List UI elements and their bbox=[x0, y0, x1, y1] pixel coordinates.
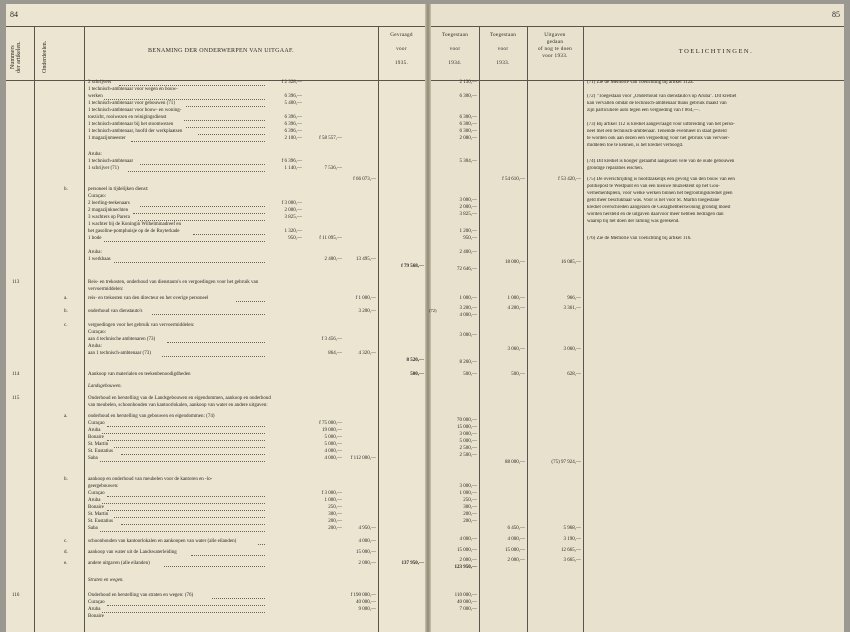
left-page-number: 84 bbox=[10, 10, 18, 19]
amount-col-a: 6 396,— bbox=[284, 122, 302, 127]
leader-dots bbox=[193, 234, 265, 235]
explanation-line: (74) Dit krediet is hooger geraamd aangezien vele van de oude gebouwen bbox=[587, 159, 735, 164]
explanation-line: (73) Bij artikel 112 is krediet aangevraagd voor uitbreiding van het perso- bbox=[587, 122, 735, 127]
amount-col-b: 7 536,— bbox=[324, 166, 342, 171]
right-page bbox=[431, 4, 844, 632]
amount-allowed-1934: 4 000,— bbox=[459, 537, 477, 542]
amount-col-c: 4 320,— bbox=[358, 351, 376, 356]
amount-allowed-1934: 8 260,— bbox=[459, 360, 477, 365]
left-page bbox=[6, 4, 425, 632]
amount-expenditure-1933: f 53 420,— bbox=[558, 177, 581, 182]
amount-col-b: 4 000,— bbox=[324, 449, 342, 454]
header-requested-1935: Gevraagd voor 1935. bbox=[390, 32, 413, 66]
leader-dots bbox=[107, 426, 265, 427]
header-expenditure-1933: Uitgaven gedaan of nog te doen voor 1933. bbox=[537, 32, 573, 59]
entry-description: 2 schrijvers bbox=[88, 80, 112, 85]
subsection-letter: b. bbox=[64, 477, 68, 482]
amount-allowed-1934: 7 000,— bbox=[459, 607, 477, 612]
header-top-rule bbox=[6, 26, 425, 27]
amount-expenditure-1933: 628,— bbox=[567, 372, 581, 377]
amount-allowed-1934: 70 000,— bbox=[457, 418, 477, 423]
amount-col-b: 19 000,— bbox=[322, 428, 342, 433]
amount-col-b: 864,— bbox=[328, 351, 342, 356]
entry-description: Curaçao: bbox=[88, 330, 107, 335]
amount-allowed-1934: 2 080,— bbox=[459, 136, 477, 141]
leader-dots bbox=[107, 496, 265, 497]
explanation-line: waarop bij het doen der raming was gerekend. bbox=[587, 219, 680, 224]
col-divider bbox=[479, 26, 480, 632]
amount-allowed-1934: 3 200,— bbox=[459, 306, 477, 311]
amount-col-a: 1 140,— bbox=[284, 166, 302, 171]
amount-allowed-1934: 2 400,— bbox=[459, 250, 477, 255]
subsection-letter: a. bbox=[64, 414, 68, 419]
explanation-line: geld meer beschikbaar was. Voor is het voor St. Martin toegestane bbox=[587, 198, 720, 203]
leader-dots bbox=[162, 356, 265, 357]
entry-description: aan 4 technische ambtenaren (73) bbox=[88, 337, 156, 342]
amount-allowed-1934: 1 000,— bbox=[459, 296, 477, 301]
entry-description: 1 werkbaas bbox=[88, 257, 111, 262]
amount-allowed-1934: 1 000,— bbox=[459, 491, 477, 496]
amount-expenditure-1933: 5 968,— bbox=[563, 526, 581, 531]
amount-col-a: 2 100,— bbox=[284, 136, 302, 141]
amount-col-c: f 190 000,— bbox=[350, 593, 376, 598]
amount-col-a: 6 396,— bbox=[284, 129, 302, 134]
leader-dots bbox=[107, 605, 265, 606]
entry-description: Aruba bbox=[88, 428, 101, 433]
entry-description: Bonaire bbox=[88, 435, 104, 440]
entry-description: 2 leerling-teekenaars bbox=[88, 201, 130, 206]
header-bottom-rule bbox=[6, 80, 425, 81]
leader-dots bbox=[128, 171, 265, 172]
entry-description: Aruba: bbox=[88, 250, 102, 255]
leader-dots bbox=[100, 461, 265, 462]
subsection-letter: d. bbox=[64, 550, 68, 555]
entry-description: Curaçao bbox=[88, 600, 105, 605]
amount-allowed-1934: 3 825,— bbox=[459, 212, 477, 217]
amount-allowed-1934: 3 000,— bbox=[459, 333, 477, 338]
explanation-line: neel met een technisch-ambtenaar. Teneinde eventueel in staat gesteld bbox=[587, 129, 727, 134]
leader-dots bbox=[102, 612, 265, 613]
explanation-line: (76) Zie de Memorie van Toelichting bij artikel 116. bbox=[587, 236, 692, 241]
entry-description: 1 schrijver (71) bbox=[88, 166, 119, 171]
amount-col-c: f 112 000,— bbox=[350, 456, 376, 461]
amount-requested-1935: 500,— bbox=[410, 372, 424, 377]
right-page-number: 85 bbox=[832, 10, 840, 19]
amount-allowed-1934: 6 300,— bbox=[459, 122, 477, 127]
header-allowed-1933: Toegestaan voor 1933. bbox=[489, 32, 517, 66]
subsection-letter: a. bbox=[64, 296, 68, 301]
article-number: 115 bbox=[12, 396, 20, 401]
amount-allowed-1933: 4 000,— bbox=[507, 537, 525, 542]
entry-description: personeel in tijdelijken dienst: bbox=[88, 187, 149, 192]
amount-col-b: 200,— bbox=[328, 526, 342, 531]
entry-description: 1 bode bbox=[88, 236, 102, 241]
entry-description: Straten en wegen. bbox=[88, 578, 124, 583]
explanation-line: grondige reparaties eischen. bbox=[587, 166, 643, 171]
amount-requested-1935: f 79 568,— bbox=[401, 264, 424, 269]
entry-description: andere uitgaven (alle eilanden) bbox=[88, 561, 150, 566]
header-explanations: TOELICHTINGEN. bbox=[678, 48, 754, 55]
amount-col-b: f 75 000,— bbox=[319, 421, 342, 426]
amount-expenditure-1933: 3 190,— bbox=[563, 537, 581, 542]
entry-description: St. Eustatius bbox=[88, 519, 114, 524]
amount-expenditure-1933: 16 085,— bbox=[561, 260, 581, 265]
entry-description: van meubelen, schoonhouden van kantoorlokalen, aankoop van water en andere uitgaven: bbox=[88, 403, 268, 408]
amount-allowed-1934: 200,— bbox=[463, 512, 477, 517]
amount-allowed-1933: 18 000,— bbox=[505, 260, 525, 265]
amount-expenditure-1933: 3 665,— bbox=[563, 558, 581, 563]
entry-description: Onderhoud en herstelling van straten en wegen: (76) bbox=[88, 593, 194, 598]
article-number: 116 bbox=[12, 593, 20, 598]
entry-description: 1 magazijnmeester bbox=[88, 136, 126, 141]
amount-allowed-1934: 15 000,— bbox=[457, 425, 477, 430]
entry-description: 1 technisch-ambtenaar bbox=[88, 159, 134, 164]
amount-allowed-1934: 500,— bbox=[463, 372, 477, 377]
subsection-letter: b. bbox=[64, 187, 68, 192]
entry-description: 2 magazijnknechten bbox=[88, 208, 129, 213]
amount-col-a: 950,— bbox=[288, 236, 302, 241]
amount-allowed-1934: 123 950,— bbox=[454, 565, 477, 570]
amount-allowed-1934: 3 000,— bbox=[459, 432, 477, 437]
explanation-line: kan vervallen omdat de technisch-ambtenaar thans gebruik maakt van bbox=[587, 101, 727, 106]
leader-dots bbox=[186, 127, 265, 128]
amount-col-c: 9 000,— bbox=[358, 607, 376, 612]
explanation-line: worden hersteld en de uitgaven daarvoor meer hebben bedragen dan bbox=[587, 212, 724, 217]
entry-description: onderhoud en herstelling van gebouwen en eigendommen: (74) bbox=[88, 414, 215, 419]
entry-description: vergoedingen voor het gebruik van vervoermiddelen: bbox=[88, 323, 195, 328]
entry-description: toezicht, rooiwezen en reinigingsdienst bbox=[88, 115, 167, 120]
leader-dots bbox=[107, 510, 265, 511]
amount-allowed-1933: f 54 610,— bbox=[502, 177, 525, 182]
amount-allowed-1933: 3 060,— bbox=[507, 347, 525, 352]
amount-allowed-1934: 72 646,— bbox=[457, 267, 477, 272]
entry-description: Landsgebouwen. bbox=[88, 384, 122, 389]
leader-dots bbox=[114, 262, 265, 263]
entry-description: 1 technisch-ambtenaar voor bouw- en woning- bbox=[88, 108, 182, 113]
amount-expenditure-1933: 966,— bbox=[567, 296, 581, 301]
entry-description: 1 technisch-ambtenaar voor wegen en bouw- bbox=[88, 87, 178, 92]
explanation-line: politiepost te Westpunt en van een nieuwe muziektent op het Gou- bbox=[587, 184, 720, 189]
amount-col-a: f 3 000,— bbox=[281, 201, 302, 206]
amount-col-a: 6 396,— bbox=[284, 94, 302, 99]
entry-description: geergebouwen: bbox=[88, 484, 119, 489]
entry-description: onderhoud van dienstauto's bbox=[88, 309, 143, 314]
amount-allowed-1934: 2 500,— bbox=[459, 453, 477, 458]
explanation-line: middelen toe te kennen, is het krediet verhoogd. bbox=[587, 143, 684, 148]
leader-dots bbox=[100, 531, 265, 532]
explanation-line: (75) De overschrijding is hoofdzakelijk een gevolg van den bouw van een bbox=[587, 177, 735, 182]
leader-dots bbox=[114, 447, 265, 448]
article-number: 114 bbox=[12, 372, 20, 377]
explanation-line: vernementsplein, voor welke werken binnen het begrootingskrediet geen bbox=[587, 191, 733, 196]
entry-description: het gasoline-pomphuisje op de de Ruyterkade bbox=[88, 229, 180, 234]
entry-description: St. Eustatius bbox=[88, 449, 114, 454]
explanation-line: (72) "Toegestaan voor „Onderhoud van dienstauto's op Aruba". Dit krediet bbox=[587, 94, 737, 99]
amount-col-c: 4 000,— bbox=[358, 539, 376, 544]
leader-dots bbox=[198, 134, 265, 135]
amount-allowed-1934: 3 000,— bbox=[459, 198, 477, 203]
col-divider bbox=[378, 26, 379, 632]
amount-requested-1935: 137 950,— bbox=[401, 561, 424, 566]
entry-description: aankoop van water uit de Landswaterleiding bbox=[88, 550, 177, 555]
subsection-letter: b. bbox=[64, 309, 68, 314]
article-number: 113 bbox=[12, 280, 20, 285]
subsection-letter: c. bbox=[64, 539, 68, 544]
amount-allowed-1933: 15 000,— bbox=[505, 548, 525, 553]
explanation-line: (71) Zie de Memorie van Toelichting bij artikel 112a. bbox=[587, 80, 694, 85]
leader-dots bbox=[140, 206, 265, 207]
amount-allowed-1934: 5 000,— bbox=[459, 439, 477, 444]
amount-requested-1935: 8 520,— bbox=[406, 358, 424, 363]
leader-dots bbox=[104, 99, 265, 100]
leader-dots bbox=[121, 454, 265, 455]
header-article-numbers: Nummers der artikelen. bbox=[10, 41, 22, 73]
leader-dots bbox=[107, 440, 265, 441]
entry-description: werken bbox=[88, 94, 103, 99]
amount-col-a: f 6 396,— bbox=[281, 159, 302, 164]
amount-allowed-1934: 300,— bbox=[463, 505, 477, 510]
leader-dots bbox=[258, 544, 265, 545]
entry-description: St. Martin bbox=[88, 442, 109, 447]
amount-allowed-1933: 2 000,— bbox=[507, 558, 525, 563]
amount-col-a: 3 825,— bbox=[284, 215, 302, 220]
leader-dots bbox=[236, 301, 265, 302]
col-divider bbox=[583, 26, 584, 632]
entry-description: vervoermiddelen: bbox=[88, 287, 124, 292]
amount-allowed-1934: 6 300,— bbox=[459, 94, 477, 99]
explanation-line: te worden ook aan dezen een vergoeding voor het gebruik van vervoer- bbox=[587, 136, 730, 141]
entry-description: Aruba bbox=[88, 607, 101, 612]
leader-dots bbox=[119, 85, 265, 86]
amount-col-c: 13 495,— bbox=[356, 257, 376, 262]
entry-description: Aankoop van materialen en teekenbenoodigdheden bbox=[88, 372, 191, 377]
entry-description: St. Martin bbox=[88, 512, 109, 517]
amount-col-b: 1 000,— bbox=[324, 498, 342, 503]
amount-allowed-1934: 110 000,— bbox=[454, 593, 477, 598]
entry-description: aankoop en onderhoud van meubelen voor de kantoren en -lo- bbox=[88, 477, 213, 482]
entry-description: Onderhoud en herstelling van de Landsgebouwen en eigendommen, aankoop en onderhoud bbox=[88, 396, 271, 401]
amount-col-b: 2 400,— bbox=[324, 257, 342, 262]
amount-allowed-1933: 88 000,— bbox=[505, 460, 525, 465]
entry-description: 1 technisch-ambtenaar, hoofd der werkplaatsen bbox=[88, 129, 183, 134]
leader-dots bbox=[133, 213, 265, 214]
leader-dots bbox=[186, 106, 265, 107]
amount-col-b: 250,— bbox=[328, 505, 342, 510]
entry-description: Aruba: bbox=[88, 344, 102, 349]
explanation-line: krediet overschreden aangezien de Gezaghebberswoning grondig moest bbox=[587, 205, 731, 210]
entry-description: Curaçao bbox=[88, 491, 105, 496]
entry-description: Curaçao: bbox=[88, 194, 107, 199]
amount-allowed-1934: 2 500,— bbox=[459, 446, 477, 451]
amount-expenditure-1933: 12 665,— bbox=[561, 548, 581, 553]
amount-allowed-1934: 950,— bbox=[463, 236, 477, 241]
amount-allowed-1934: 4 000,— bbox=[459, 313, 477, 318]
entry-description: Saba bbox=[88, 526, 98, 531]
leader-dots bbox=[152, 314, 265, 315]
col-divider bbox=[34, 26, 35, 632]
amount-col-c: 4 950,— bbox=[358, 526, 376, 531]
entry-description: Saba bbox=[88, 456, 98, 461]
entry-description: Bonaire bbox=[88, 614, 104, 619]
leader-dots bbox=[138, 220, 265, 221]
amount-col-a: 6 396,— bbox=[284, 115, 302, 120]
amount-col-b: f 3 456,— bbox=[321, 337, 342, 342]
amount-allowed-1933: 1 000,— bbox=[507, 296, 525, 301]
entry-description: 3 wachters op Parera bbox=[88, 215, 130, 220]
entry-description: Aruba bbox=[88, 498, 101, 503]
entry-description: schoonhouden van kantoorlokalen en aankoopen van water (alle eilanden) bbox=[88, 539, 237, 544]
amount-col-b: f 11 095,— bbox=[319, 236, 342, 241]
leader-dots bbox=[164, 566, 265, 567]
amount-allowed-1933: 4 200,— bbox=[507, 306, 525, 311]
amount-col-a: 2 000,— bbox=[284, 208, 302, 213]
leader-dots bbox=[102, 503, 265, 504]
amount-allowed-1934: 40 000,— bbox=[457, 600, 477, 605]
leader-dots bbox=[104, 241, 265, 242]
entry-description: 1 technisch-ambtenaar voor gebouwen (71) bbox=[88, 101, 175, 106]
amount-allowed-1933: 6 450,— bbox=[507, 526, 525, 531]
subsection-letter: e. bbox=[64, 561, 68, 566]
entry-description: 1 technisch-ambtenaar bij het stoomwezen bbox=[88, 122, 174, 127]
header-subsections: Onderdeelen. bbox=[42, 40, 48, 74]
amount-col-c: 40 000,— bbox=[356, 600, 376, 605]
amount-allowed-1934: 2 000,— bbox=[459, 205, 477, 210]
amount-allowed-1934: 250,— bbox=[463, 498, 477, 503]
amount-col-c: 3 200,— bbox=[358, 309, 376, 314]
amount-allowed-1933: 500,— bbox=[511, 372, 525, 377]
amount-col-c: 2 000,— bbox=[358, 561, 376, 566]
col-divider bbox=[527, 26, 528, 632]
amount-allowed-1934: 3 000,— bbox=[459, 484, 477, 489]
header-allowed-1934: Toegestaan voor 1934. bbox=[441, 32, 469, 66]
col-divider bbox=[84, 26, 85, 632]
entry-description: 1 wachter bij de Koningin Wilhelminadreef en bbox=[88, 222, 182, 227]
amount-expenditure-1933: 3 361,— bbox=[563, 306, 581, 311]
amount-allowed-1934: 5 304,— bbox=[459, 159, 477, 164]
amount-expenditure-1933: 3 060,— bbox=[563, 347, 581, 352]
amount-col-b: 5 000,— bbox=[324, 442, 342, 447]
amount-allowed-1934: 6 300,— bbox=[459, 129, 477, 134]
amount-col-a: f 2 328,— bbox=[281, 80, 302, 85]
entry-description: aan 1 technisch-ambtenaar (73) bbox=[88, 351, 151, 356]
amount-col-b: 5 000,— bbox=[324, 435, 342, 440]
leader-dots bbox=[191, 555, 265, 556]
amount-col-b: f 58 557,— bbox=[319, 136, 342, 141]
amount-allowed-1934: 6 300,— bbox=[459, 115, 477, 120]
leader-dots bbox=[121, 524, 265, 525]
header-title: BENAMING DER ONDERWERPEN VAN UITGAAF. bbox=[148, 48, 294, 54]
leader-dots bbox=[131, 141, 265, 142]
amount-col-c: 15 000,— bbox=[356, 550, 376, 555]
amount-col-b: 300,— bbox=[328, 512, 342, 517]
leader-dots bbox=[212, 598, 265, 599]
subsection-letter: c. bbox=[64, 323, 68, 328]
leader-dots bbox=[102, 433, 265, 434]
explanation-line: zijn particuliere auto tegen een vergoeding van f 864,—. bbox=[587, 108, 700, 113]
entry-description: Aruba: bbox=[88, 152, 102, 157]
amount-allowed-1934: 15 000,— bbox=[457, 548, 477, 553]
amount-allowed-1934: 2 000,— bbox=[459, 558, 477, 563]
entry-description: Bonaire bbox=[88, 505, 104, 510]
entry-description: Reis- en trekosten, onderhoud van dienstauto's en vergoedingen voor het gebruik van bbox=[88, 280, 259, 285]
amount-col-b: 200,— bbox=[328, 519, 342, 524]
margin-mark: (72) bbox=[429, 308, 437, 313]
amount-col-a: 5 400,— bbox=[284, 101, 302, 106]
amount-col-b: 4 000,— bbox=[324, 456, 342, 461]
amount-col-b: f 3 000,— bbox=[321, 491, 342, 496]
leader-dots bbox=[140, 164, 265, 165]
leader-dots bbox=[114, 517, 265, 518]
header-top-rule bbox=[431, 26, 844, 27]
amount-expenditure-1933: (75) 97 924,— bbox=[551, 460, 581, 465]
amount-col-a: 1 320,— bbox=[284, 229, 302, 234]
amount-allowed-1934: 1 200,— bbox=[459, 229, 477, 234]
amount-allowed-1934: 200,— bbox=[463, 519, 477, 524]
amount-allowed-1934: 2 130,— bbox=[459, 80, 477, 85]
amount-col-c: f 66 073,— bbox=[353, 177, 376, 182]
entry-description: reis- en trekosten van den directeur en het overige personeel bbox=[88, 296, 209, 301]
leader-dots bbox=[184, 120, 265, 121]
ledger-book bbox=[6, 4, 844, 632]
entry-description: Curaçao bbox=[88, 421, 105, 426]
leader-dots bbox=[167, 342, 265, 343]
amount-col-c: f 1 000,— bbox=[355, 296, 376, 301]
